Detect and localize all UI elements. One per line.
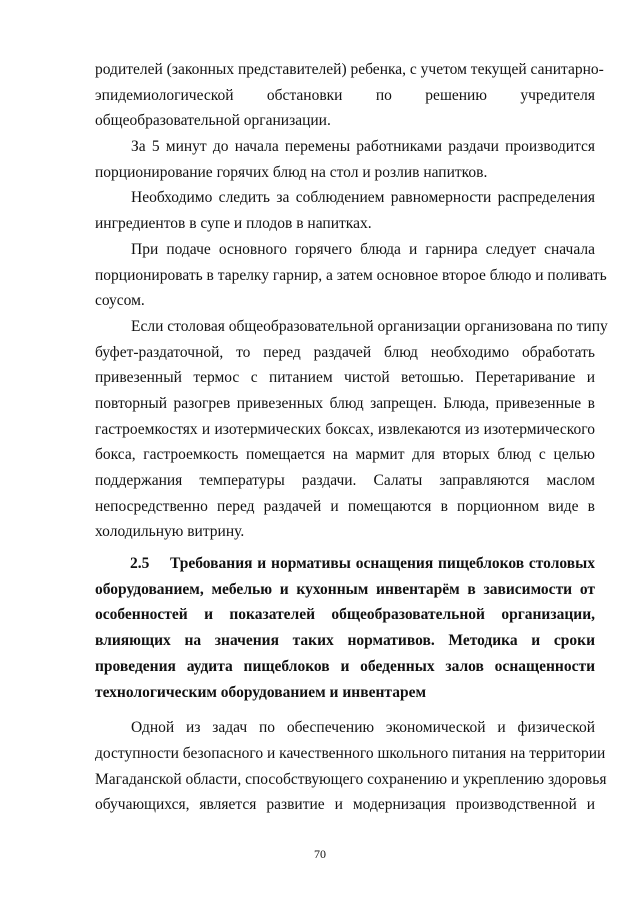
text-line: Если столовая общеобразовательной организации организована по типу: [131, 317, 608, 335]
heading-line: проведения аудита пищеблоков и обеденных залов оснащенности: [95, 657, 595, 675]
text-line: родителей (законных представителей) ребенка, с учетом текущей санитарно-: [95, 61, 604, 78]
text-line: соусом.: [95, 292, 145, 310]
text-line: доступности безопасного и качественного школьного питания на территории: [95, 744, 606, 762]
text-line: повторный разогрев привезенных блюд запрещен. Блюда, привезенные в: [95, 394, 595, 412]
text-line: привезенный термос с питанием чистой ветошью. Перетаривание и: [95, 369, 595, 387]
text-line: За 5 минут до начала перемены работниками раздачи производится: [131, 138, 595, 156]
text-line: Необходимо следить за соблюдением равномерности распределения: [131, 189, 595, 207]
text-line: непосредственно перед раздачей и помещаются в порционном виде в: [95, 497, 595, 515]
text-line: Магаданской области, способствующего сохранению и укреплению здоровья: [95, 770, 607, 788]
text-line: поддержания температуры раздачи. Салаты заправляются маслом: [95, 472, 595, 489]
section-number: 2.5: [130, 555, 150, 573]
text-line: порционировать в тарелку гарнир, а затем основное второе блюдо и поливать: [95, 266, 607, 284]
heading-line: технологическим оборудованием и инвентарем: [95, 683, 427, 701]
text-line: порционирование горячих блюд на стол и розлив напитков.: [95, 163, 488, 181]
text-line: общеобразовательной организации.: [95, 112, 331, 130]
text-line: ингредиентов в супе и плодов в напитках.: [95, 215, 372, 233]
heading-line: особенностей и показателей общеобразовательной организации,: [95, 606, 595, 624]
heading-line: влияющих на значения таких нормативов. Методика и сроки: [95, 632, 595, 650]
heading-line: [95, 551, 595, 577]
page-number: 70: [314, 847, 326, 861]
text-line: эпидемиологической обстановки по решению учредителя: [95, 86, 595, 104]
body-text: [95, 57, 608, 818]
text-line: буфет-раздаточной, то перед раздачей блюд необходимо обработать: [95, 343, 595, 361]
text-line: бокса, гастроемкость помещается на мармит для вторых блюд с целью: [95, 446, 595, 464]
heading-text: Требования и нормативы оснащения пищеблоков столовых: [170, 555, 595, 573]
heading-line: оборудованием, мебелью и кухонным инвентарём в зависимости от: [95, 580, 595, 598]
text-line: Одной из задач по обеспечению экономической и физической: [131, 719, 595, 737]
text-line: обучающихся, является развитие и модернизация производственной и: [95, 796, 595, 814]
text-line: При подаче основного горячего блюда и гарнира следует сначала: [131, 240, 595, 258]
text-line: холодильную витрину.: [95, 523, 245, 541]
text-line: гастроемкостях и изотермических боксах, извлекаются из изотермического: [95, 420, 595, 438]
section-heading: [95, 551, 595, 705]
